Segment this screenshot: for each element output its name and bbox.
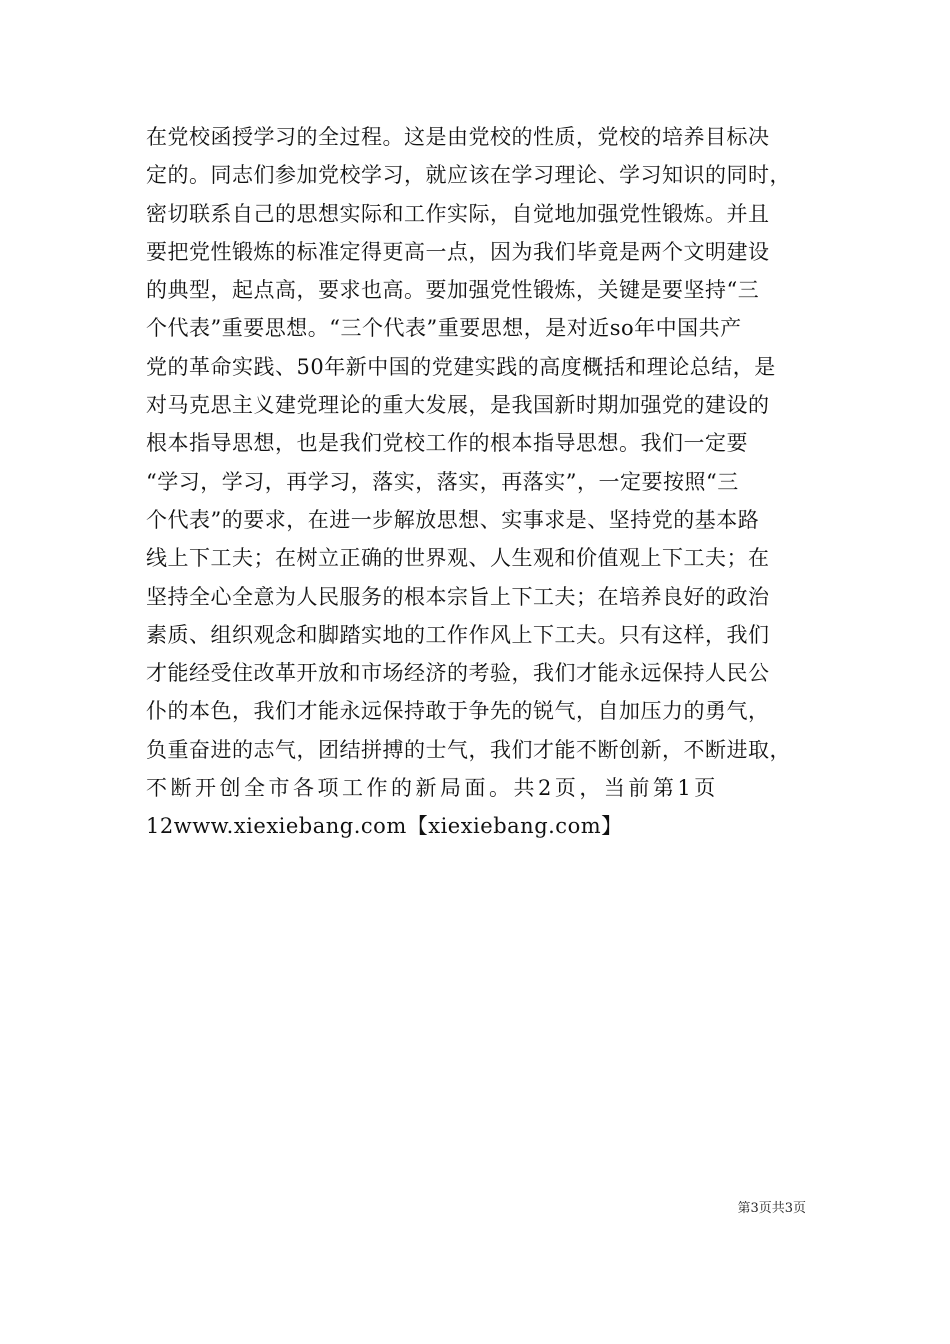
text-line: 负重奋进的志气，团结拼搏的士气，我们才能不断创新，不断进取， bbox=[146, 737, 791, 762]
text-line: 素质、组织观念和脚踏实地的工作作风上下工夫。只有这样，我们 bbox=[146, 622, 770, 647]
body-text bbox=[146, 118, 826, 846]
text-line: 不断开创全市各项工作的新局面。共2页，当前第1页 bbox=[146, 776, 719, 801]
text-line: 根本指导思想，也是我们党校工作的根本指导思想。我们一定要 bbox=[146, 431, 748, 456]
text-line: 个代表”的要求，在进一步解放思想、实事求是、坚持党的基本路 bbox=[146, 507, 760, 532]
text-line: 在党校函授学习的全过程。这是由党校的性质，党校的培养目标决 bbox=[146, 125, 770, 149]
text-line: 才能经受住改革开放和市场经济的考验，我们才能永远保持人民公 bbox=[146, 661, 770, 686]
text-line: 定的。同志们参加党校学习，就应该在学习理论、学习知识的同时， bbox=[146, 163, 791, 188]
text-line: 要把党性锻炼的标准定得更高一点，因为我们毕竟是两个文明建设 bbox=[146, 239, 770, 264]
text-line: 的典型，起点高，要求也高。要加强党性锻炼，关键是要坚持“三 bbox=[146, 278, 760, 303]
text-line: 党的革命实践、50年新中国的党建实践的高度概括和理论总结，是 bbox=[146, 354, 776, 379]
text-line: 线上下工夫；在树立正确的世界观、人生观和价值观上下工夫；在 bbox=[146, 546, 770, 571]
text-line: 个代表”重要思想。“三个代表”重要思想，是对近so年中国共产 bbox=[146, 316, 742, 341]
text-line: “学习，学习，再学习，落实，落实，再落实”，一定要按照“三 bbox=[146, 469, 739, 494]
text-line: 仆的本色，我们才能永远保持敢于争先的锐气，自加压力的勇气， bbox=[146, 699, 770, 724]
text-line: 对马克思主义建党理论的重大发展，是我国新时期加强党的建设的 bbox=[146, 393, 770, 418]
text-line: 坚持全心全意为人民服务的根本宗旨上下工夫；在培养良好的政治 bbox=[146, 584, 770, 609]
text-line: 密切联系自己的思想实际和工作实际，自觉地加强党性锻炼。并且 bbox=[146, 201, 770, 226]
source-link-line: 12www.xiexiebang.com【xiexiebang.com】 bbox=[146, 814, 623, 839]
page-number-footer: 第3页共3页 bbox=[737, 1201, 806, 1216]
